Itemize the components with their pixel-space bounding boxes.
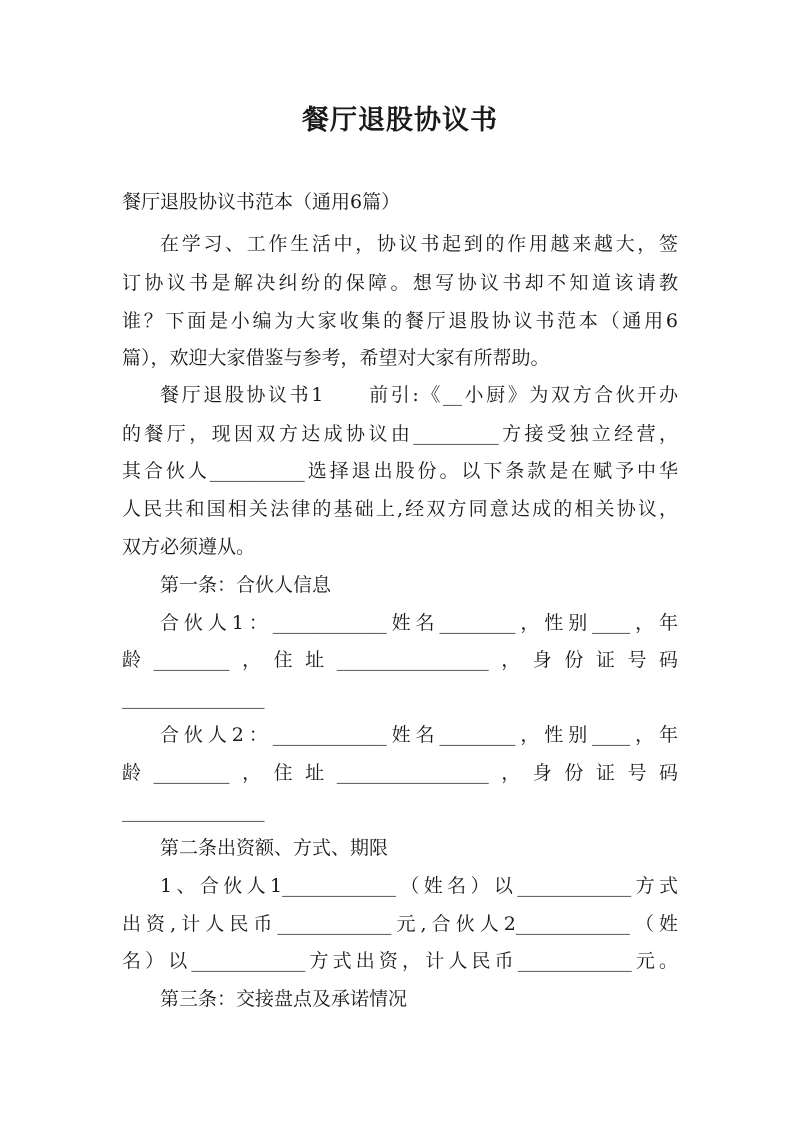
partner-2-line: 合伙人2：____________姓名________，性别____，年: [160, 724, 678, 746]
article-2-line: 名）以____________方式出资，计人民币____________元。: [122, 950, 678, 972]
partner-2-line: 龄________，住址________________，身份证号码: [122, 762, 678, 784]
partner-1-line: 合伙人1：____________姓名________，性别____，年: [160, 612, 678, 634]
subtitle-line: 餐厅退股协议书范本（通用6篇）: [122, 191, 401, 213]
intro-line: 谁？下面是小编为大家收集的餐厅退股协议书范本（通用6: [122, 310, 678, 332]
partner-1-line: 龄________，住址________________，身份证号码: [122, 649, 678, 671]
article-2-line: 1、合伙人1____________（姓名）以____________方式: [160, 875, 678, 897]
intro-line: 篇），欢迎大家借鉴与参考，希望对大家有所帮助。: [122, 347, 550, 369]
article-1-heading: 第一条：合伙人信息: [160, 574, 332, 596]
article-3-heading: 第三条：交接盘点及承诺情况: [160, 988, 408, 1010]
article-2-line: 出资,计人民币____________元,合伙人2____________（姓: [122, 913, 678, 935]
preamble-line: 的餐厅，现因双方达成协议由_________方接受独立经营，: [122, 423, 678, 445]
article-2-heading: 第二条出资额、方式、期限: [160, 837, 389, 859]
preamble-line: 其合伙人__________选择退出股份。以下条款是在赋予中华: [122, 460, 678, 482]
preamble-line: 人民共和国相关法律的基础上,经双方同意达成的相关协议，: [122, 498, 678, 520]
preamble-line: 双方必须遵从。: [122, 536, 256, 558]
preamble-line: 餐厅退股协议书1 前引:《__小厨》为双方合伙开办: [160, 384, 678, 406]
intro-line: 订协议书是解决纠纷的保障。想写协议书却不知道该请教: [122, 272, 678, 294]
intro-line: 在学习、工作生活中，协议书起到的作用越来越大，签: [160, 233, 678, 255]
partner-1-id-blank: _______________: [122, 687, 265, 709]
partner-2-id-blank: _______________: [122, 800, 265, 822]
document-title: 餐厅退股协议书: [302, 105, 498, 136]
